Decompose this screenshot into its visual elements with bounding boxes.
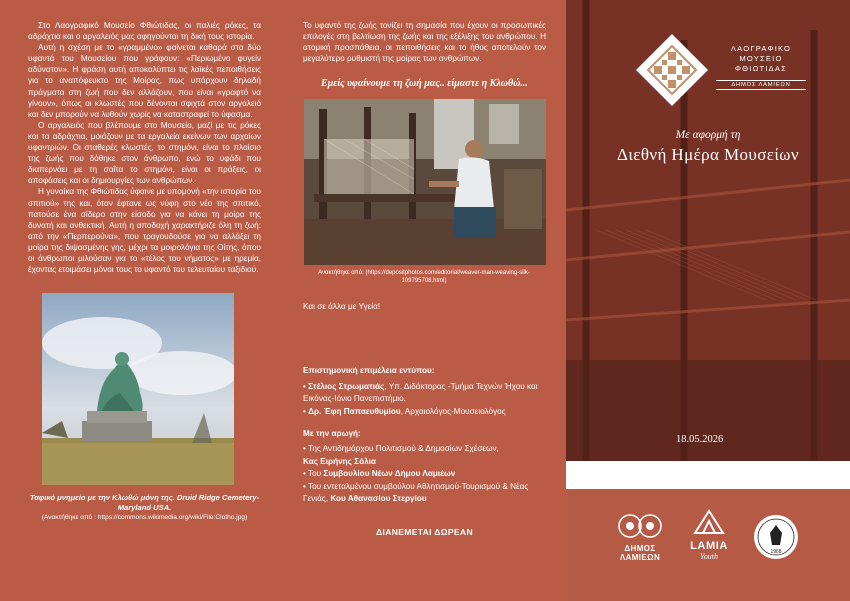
left-panel [0,0,283,601]
support-role-1: Της Αντιδημάρχου Πολιτισμού & Δημοσίων Σχέσεων, [308,444,499,454]
support-item-3: • Του εντεταλμένου συμβούλου Αθλητισμού-Τουρισμού & Νέας Γενιάς, Κου Αθανασίου Στεργίου [303,481,529,504]
support-name-3: Κου Αθανασίου Στεργίου [330,494,427,504]
monument-source: (Ανακτήθηκε από : https://commons.wikimedia.org/wiki/File:Clotho.jpg) [41,514,248,522]
lamia-municipality-logo [610,513,670,562]
support-item-2: • Του Συμβουλίου Νέων Δήμου Λαμιέων [303,469,456,479]
embroidery-logo-icon [634,32,710,108]
free-distribution-label: ΔΙΑΝΕΜΕΤΑΙ ΔΩΡΕΑΝ [376,527,473,538]
loom-paragraph: Ο αργαλειός που βλέπουμε στο Μουσείο, μαζί με τις ρόκες και τα αδράχτια, μοιάζουν με τα εργαλεία εκείνων των αρχαίων υφαντριών. Οι σταθερές κλωστές, το στημόνι, είναι το πλαίσιο της ζωής που δόθηκε στον άνθρωπο, ενώ το υφάδι που διαπερνάει με τη σαΐτα το στημόνι, είναι οι πράξεις, οι αποφάσεις και οι δημιουργίες των ανθρώπων. [28,120,261,186]
weaver-photo [304,99,546,265]
credit-role-2: , Αρχαιολόγος-Μουσειολόγος [400,406,506,416]
credit-item-2: • Δρ. Έφη Παπαευθυμίου, Αρχαιολόγος-Μουσειολόγος [303,406,506,416]
youth-council-icon [691,509,727,535]
loom-cover-image [566,0,850,461]
credits-heading: Επιστημονική επιμέλεια εντύπου: [303,366,435,376]
museum-name-line-2: ΜΟΥΣΕΙΟ [739,54,783,64]
white-band [566,461,850,489]
credit-name-1: Στέλιος Στρωματιάς [308,381,385,391]
museum-name-line-3: ΦΘΙΩΤΙΔΑΣ [734,64,788,74]
municipality-logo-text: ΔΗΜΟΣ ΛΑΜΙΕΩΝ [619,544,661,562]
life-fabric-paragraph: Το υφαντό της ζωής τονίζει τη σημασία που έχουν οι προσωπικές επιλογές στη βελτίωση της ζωής και της εξέλιξης του ανθρώπου. Η ατομική προσπάθεια, οι πεποιθήσεις και το ήθος αποτελούν τον μεγαλύτερο ρυθμιστή της μοίρας των ανθρώπων. [303,21,546,64]
credit-item-1: • Στέλιος Στρωματιάς, Υπ. Διδάκτορας -Τμήμα Τεχνών Ήχου και Εικόνας-Ιόνιο Πανεπιστήμιο. [303,381,538,404]
sponsor-logos [566,505,850,585]
woman-paragraph: Η γυναίκα της Φθιώτιδας ύφαινε με υπομονή «την ιστορία του σπιτιού» της και, όταν έφτανε ως νύφη στο νέο της σπιτικό, πατούσε ένα σίδερο στην είσοδο για να κάνει τη μοίρα της δυνατή και ανθεκτική. Αυτή η αποδοχή χαρακτήριζε όλη τη ζωή: από την «Περπερούνα», που τραγουδούσε για να αλλάξει τη μοίρα της διψασμένης γης, μέχρι τα μοιρολόγια της Οίτης, όπου οι άνθρωποι μιλούσαν για το «τέλος του νήματος» με ηρεμία, έχοντας ετοιμάσει μόνοι τους το υφαντό του τελευταίου ταξιδιού. [28,187,261,275]
association-seal-year: 1968 [770,549,782,555]
youth-logo-sub: Youth [700,552,718,561]
museum-name [716,44,806,75]
association-seal [752,513,800,561]
support-name-2: Συμβουλίου Νέων Δήμου Λαμιέων [323,469,456,479]
credit-role-1: , Υπ. Διδάκτορας -Τμήμα Τεχνών Ήχου και Εικόνας-Ιόνιο Πανεπιστήμιο. [303,381,538,404]
municipality-label: ΔΗΜΟΣ ΛΑΜΙΕΩΝ [716,80,806,90]
support-heading: Με την αρωγή: [303,429,361,438]
credits-block [303,365,546,505]
cover-subtitle: Με αφορμή τη [675,129,741,141]
support-item-1: • Της Αντιδημάρχου Πολιτισμού & Δημοσίων Σχέσεων, Κας Ειρήνης Σόλια [303,444,499,466]
cover-title: Διεθνή Ημέρα Μουσείων [617,145,799,164]
clotho-monument-image [42,293,234,485]
event-date: 18.05.2026 [676,434,724,445]
intro-paragraph: Στο Λαογραφικό Μουσείο Φθιώτιδας, οι παλιές ρόκες, τα αδράχτια και ο αργαλειός μας αφηγούνται τη δική τους ιστορία. [28,21,261,42]
support-role-3: Του εντεταλμένου συμβούλου Αθλητισμού-Τουρισμού & Νέας Γενιάς, [303,481,529,504]
support-name-1: Κας Ειρήνης Σόλια [303,456,376,466]
museum-name-line-1: ΛΑΟΓΡΑΦΙΚΟ [730,44,792,53]
municipality-seal-icon [616,513,664,539]
farewell-text: Και σε άλλα με Υγεία! [303,302,381,312]
cover-panel [566,0,850,601]
museum-logo [634,32,710,108]
clotho-monument-photo [42,293,234,485]
youth-logo-text: LAMIA [690,540,728,552]
middle-panel [283,0,566,601]
monument-caption: Ταφικό μνημείο με την Κλωθώ μόνη της. Druid Ridge Cemetery-Maryland USA. [29,493,260,513]
weaving-quote: Εμείς υφαίνουμε τη ζωή μας.. είμαστε η Κλωθώ... [321,78,528,90]
credit-name-2: Δρ. Έφη Παπαευθυμίου [308,406,401,416]
written-fate-paragraph: Αυτή η σχέση με το «γραμμένο» φαίνεται καθαρά στα δύο υφαντά του Μουσείου που γράφουν: «Περιωμένο φυγείν αδύνατον». Η φράση αυτή αποκαλύπτει τις λαϊκές πεποιθήσεις για το αναπόφευκτο της Μοίρας, πως υπάρχουν δηλαδή πράγματα στη ζωή που δεν αλλάζουν, που είναι «γραφτό να γίνουν», όπως οι κλωστές που δένονται σφιχτά στον αργαλειό και δεν μπορούν να λυθούν χωρίς να καταστραφεί το ύφασμα. [28,43,261,119]
support-pre-2: Του [308,469,324,479]
lamia-youth-logo [684,509,734,561]
weaver-photo-caption: Ανακτήθηκε από: (https://depositphotos.com/editorial/weaver-man-weaving-silk-109795708.html) [318,270,530,285]
weaver-image [304,99,546,265]
